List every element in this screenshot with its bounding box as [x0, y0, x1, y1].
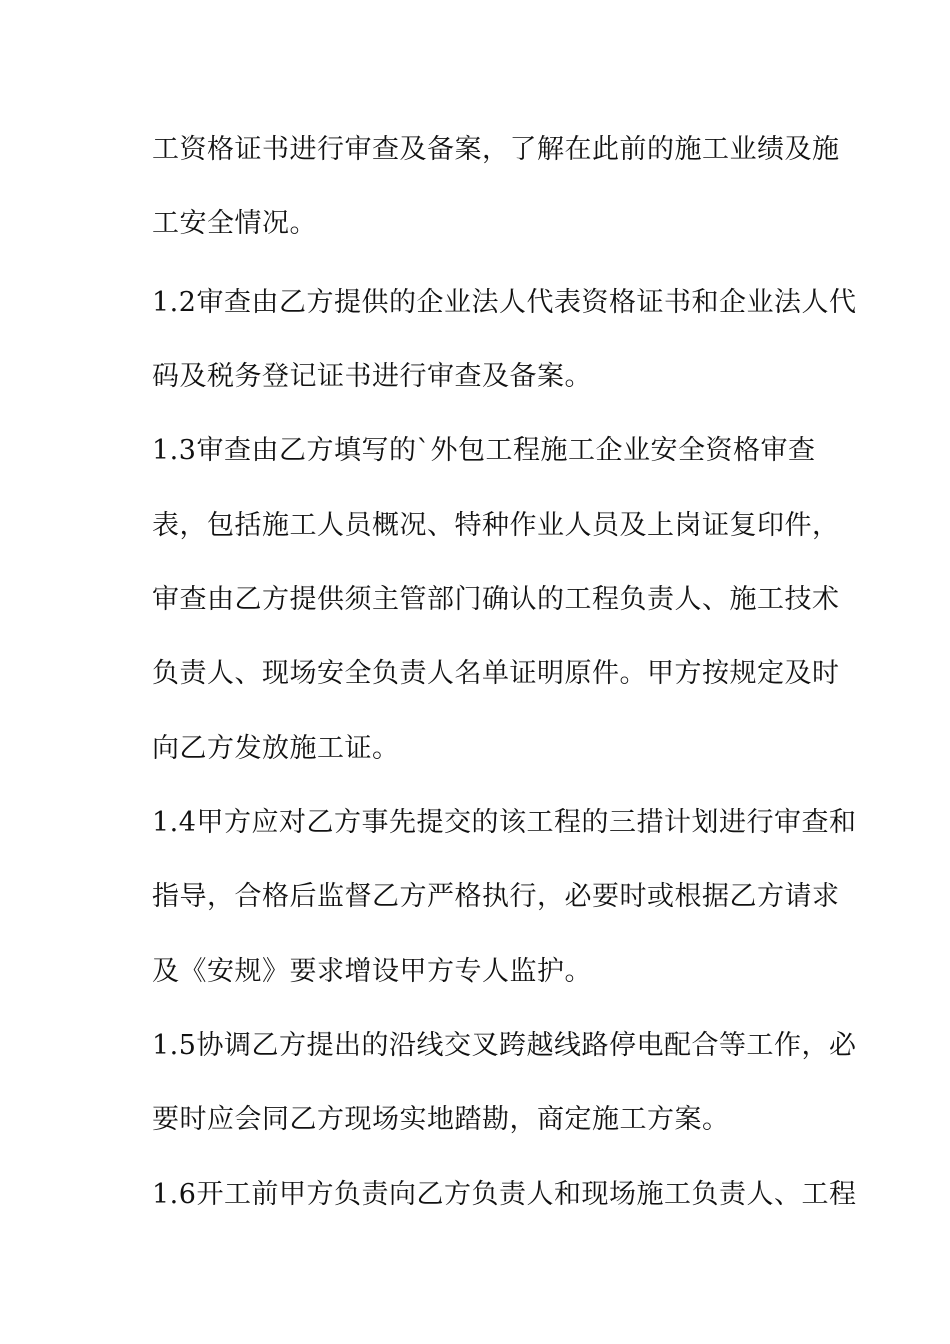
text-line: 1.6开工前甲方负责向乙方负责人和现场施工负责人、工程	[152, 1179, 857, 1210]
text-line: 1.2审查由乙方提供的企业法人代表资格证书和企业法人代	[152, 287, 857, 318]
text-line: 表，包括施工人员概况、特种作业人员及上岗证复印件，	[152, 510, 840, 541]
text-line: 码及税务登记证书进行审查及备案。	[152, 361, 592, 392]
text-line: 审查由乙方提供须主管部门确认的工程负责人、施工技术	[152, 584, 840, 615]
text-line: 1.3审查由乙方填写的`外包工程施工企业安全资格审查	[152, 435, 816, 466]
text-line: 指导，合格后监督乙方严格执行，必要时或根据乙方请求	[152, 881, 840, 912]
text-line: 工资格证书进行审查及备案，了解在此前的施工业绩及施	[152, 134, 840, 165]
text-line: 工安全情况。	[152, 208, 317, 239]
text-line: 负责人、现场安全负责人名单证明原件。甲方按规定及时	[152, 658, 840, 689]
text-line: 1.5协调乙方提出的沿线交叉跨越线路停电配合等工作，必	[152, 1030, 857, 1061]
text-line: 向乙方发放施工证。	[152, 733, 400, 764]
text-line: 要时应会同乙方现场实地踏勘，商定施工方案。	[152, 1104, 730, 1135]
text-line: 1.4甲方应对乙方事先提交的该工程的三措计划进行审查和	[152, 807, 857, 838]
text-line: 及《安规》要求增设甲方专人监护。	[152, 956, 592, 987]
